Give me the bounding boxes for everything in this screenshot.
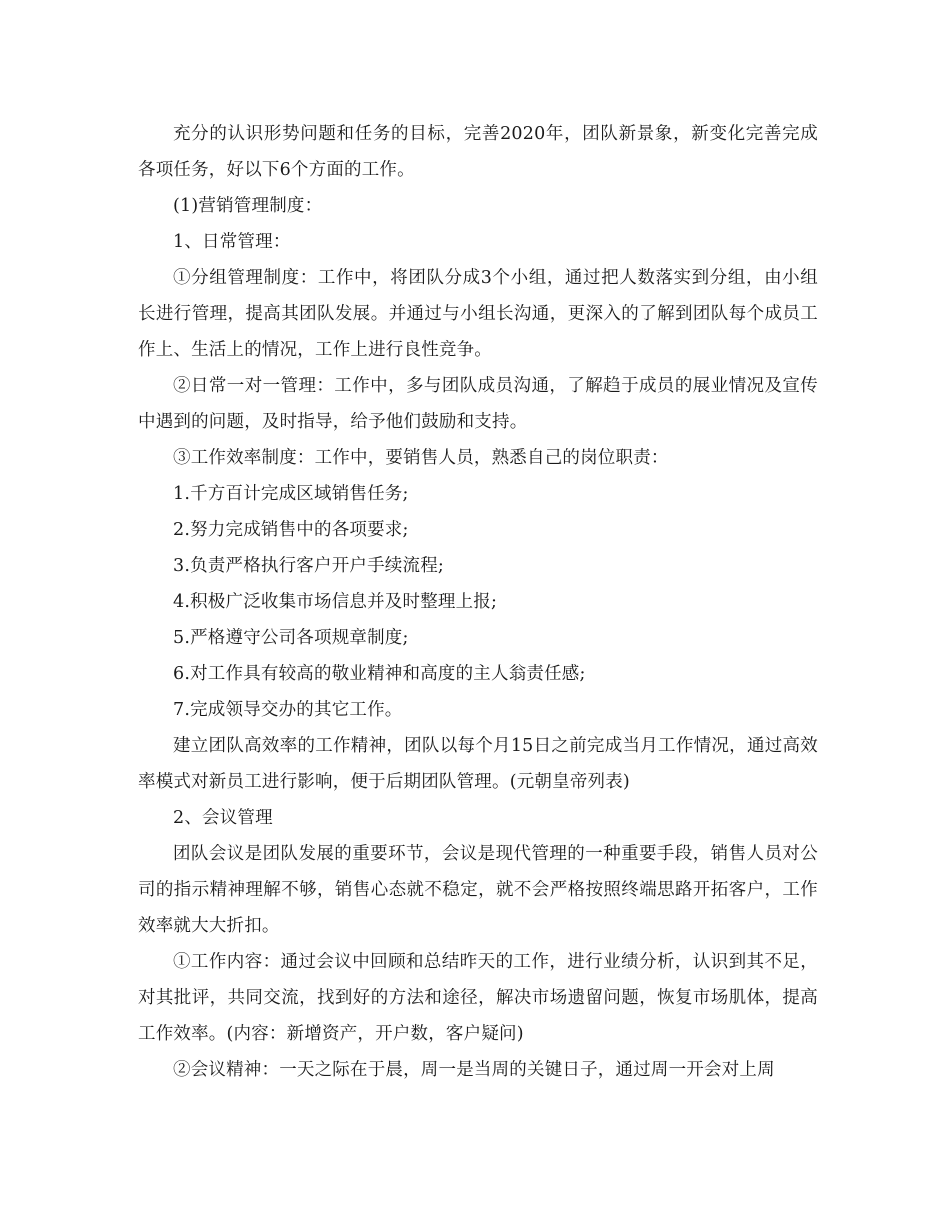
paragraph-intro: 充分的认识形势问题和任务的目标，完善2020年，团队新景象，新变化完善完成各项任务，好以下6个方面的工作。 bbox=[138, 124, 818, 180]
list-item-duty-1: 1.千方百计完成区域销售任务; bbox=[173, 484, 409, 504]
list-item-duty-5: 5.严格遵守公司各项规章制度; bbox=[173, 628, 409, 648]
list-item-duty-2: 2.努力完成销售中的各项要求; bbox=[173, 520, 409, 540]
document-body bbox=[138, 116, 818, 1088]
list-item-duty-3: 3.负责严格执行客户开户手续流程; bbox=[173, 556, 444, 576]
paragraph-meeting-importance: 团队会议是团队发展的重要环节，会议是现代管理的一种重要手段，销售人员对公司的指示精神理解不够，销售心态就不稳定，就不会严格按照终端思路开拓客户，工作效率就大大折扣。 bbox=[138, 844, 818, 936]
list-item-duty-6: 6.对工作具有较高的敬业精神和高度的主人翁责任感; bbox=[173, 664, 586, 684]
list-item-duty-7: 7.完成领导交办的其它工作。 bbox=[173, 700, 403, 720]
paragraph-work-content: ①工作内容：通过会议中回顾和总结昨天的工作，进行业绩分析，认识到其不足，对其批评，共同交流，找到好的方法和途径，解决市场遗留问题，恢复市场肌体，提高工作效率。(内容：新增资产，开户数，客户疑问) bbox=[138, 952, 818, 1044]
paragraph-group-management: ①分组管理制度：工作中，将团队分成3个小组，通过把人数落实到分组，由小组长进行管理，提高其团队发展。并通过与小组长沟通，更深入的了解到团队每个成员工作上、生活上的情况，工作上进行良性竞争。 bbox=[138, 268, 818, 360]
section-heading-marketing-management: (1)营销管理制度： bbox=[173, 196, 323, 216]
list-item-duty-4: 4.积极广泛收集市场信息并及时整理上报; bbox=[173, 592, 498, 612]
subsection-heading-daily-management: 1、日常管理： bbox=[173, 232, 291, 252]
paragraph-efficiency-system: ③工作效率制度：工作中，要销售人员，熟悉自己的岗位职责： bbox=[173, 448, 669, 468]
subsection-heading-meeting-management: 2、会议管理 bbox=[173, 808, 273, 828]
paragraph-team-spirit: 建立团队高效率的工作精神，团队以每个月15日之前完成当月工作情况，通过高效率模式对新员工进行影响，便于后期团队管理。(元朝皇帝列表) bbox=[138, 736, 818, 792]
paragraph-one-on-one: ②日常一对一管理：工作中，多与团队成员沟通，了解趋于成员的展业情况及宣传中遇到的问题，及时指导，给予他们鼓励和支持。 bbox=[138, 376, 818, 432]
paragraph-meeting-spirit: ②会议精神：一天之际在于晨，周一是当周的关键日子，通过周一开会对上周 bbox=[173, 1060, 775, 1080]
